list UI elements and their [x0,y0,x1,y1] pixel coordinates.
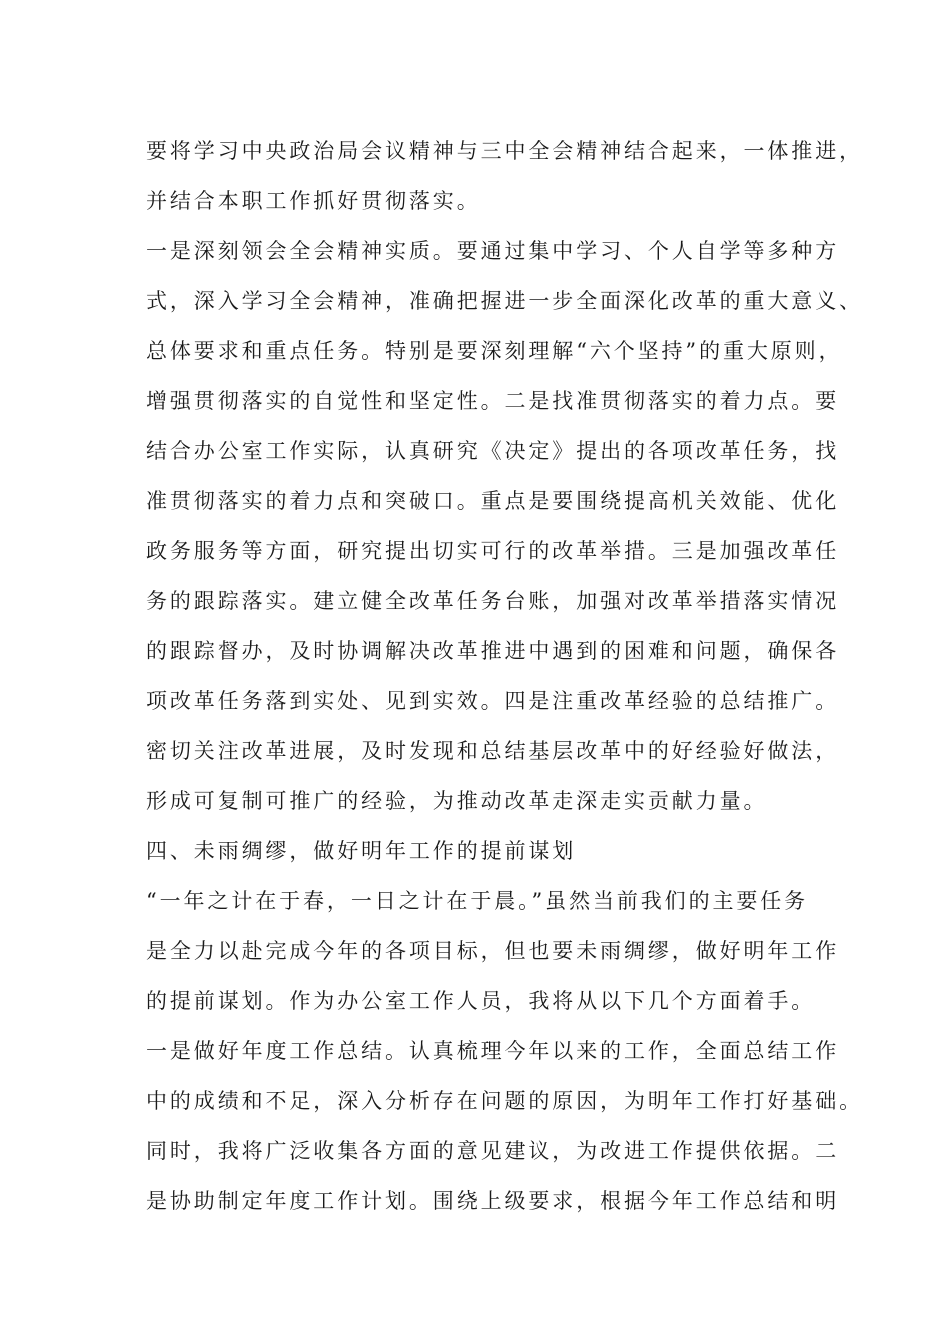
text-line: 增强贯彻落实的自觉性和坚定性。二是找准贯彻落实的着力点。要 [146,389,840,413]
text-line: 并结合本职工作抓好贯彻落实。 [146,189,481,213]
text-line: 总体要求和重点任务。特别是要深刻理解“六个坚持”的重大原则， [146,339,843,363]
text-line: 是协助制定年度工作计划。围绕上级要求，根据今年工作总结和明 [146,1189,840,1213]
text-line: 同时，我将广泛收集各方面的意见建议，为改进工作提供依据。二 [146,1139,840,1163]
document-body [146,126,863,1226]
text-line: 的跟踪督办，及时协调解决改革推进中遇到的困难和问题，确保各 [146,639,840,663]
text-line: 政务服务等方面，研究提出切实可行的改革举措。三是加强改革任 [146,539,840,563]
text-line: “一年之计在于春，一日之计在于晨。”虽然当前我们的主要任务 [146,889,809,913]
text-line: 准贯彻落实的着力点和突破口。重点是要围绕提高机关效能、优化 [146,489,840,513]
text-line: 密切关注改革进展，及时发现和总结基层改革中的好经验好做法， [146,739,840,763]
text-line: 的提前谋划。作为办公室工作人员，我将从以下几个方面着手。 [146,989,816,1013]
text-line: 一是做好年度工作总结。认真梳理今年以来的工作，全面总结工作 [146,1039,840,1063]
section-heading: 四、未雨绸缪，做好明年工作的提前谋划 [146,839,577,863]
text-line: 式，深入学习全会精神，准确把握进一步全面深化改革的重大意义、 [146,289,863,313]
text-line: 一是深刻领会全会精神实质。要通过集中学习、个人自学等多种方 [146,239,840,263]
text-line: 中的成绩和不足，深入分析存在问题的原因，为明年工作打好基础。 [146,1089,863,1113]
text-line: 形成可复制可推广的经验，为推动改革走深走实贡献力量。 [146,789,768,813]
text-line: 结合办公室工作实际，认真研究《决定》提出的各项改革任务，找 [146,439,840,463]
text-line: 要将学习中央政治局会议精神与三中全会精神结合起来，一体推进， [146,139,863,163]
text-line: 项改革任务落到实处、见到实效。四是注重改革经验的总结推广。 [146,689,840,713]
text-line: 务的跟踪落实。建立健全改革任务台账，加强对改革举措落实情况 [146,589,840,613]
text-line: 是全力以赴完成今年的各项目标，但也要未雨绸缪，做好明年工作 [146,939,840,963]
